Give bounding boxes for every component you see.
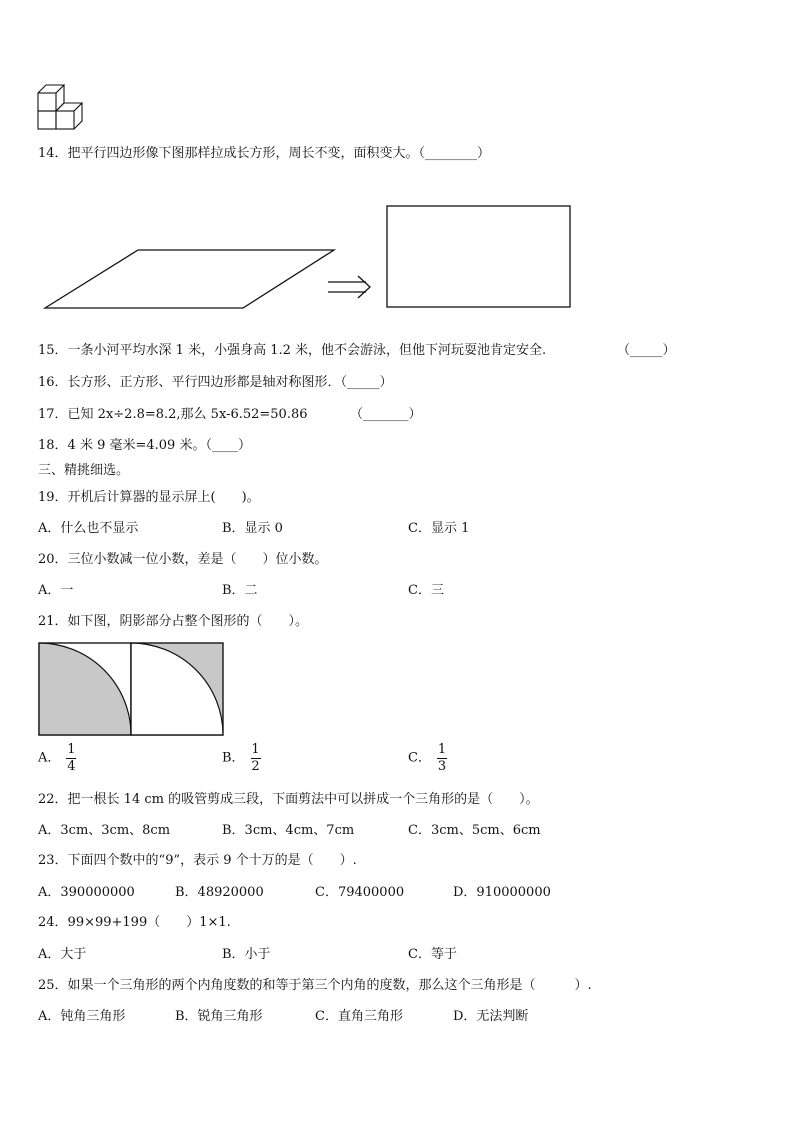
question-15: 15．一条小河平均水深 1 米，小强身高 1.2 米，他不会游泳，但他下河玩耍池肯定安全. — [38, 343, 547, 358]
option-label: B． — [222, 750, 245, 766]
fraction — [251, 743, 261, 774]
option-b[interactable]: B．显示 0 — [222, 521, 283, 536]
option-a[interactable]: A．什么也不显示 — [38, 521, 139, 536]
option-b[interactable]: B．48920000 — [175, 885, 264, 900]
option-c[interactable]: C．等于 — [408, 947, 457, 962]
question-23: 23．下面四个数中的“9”，表示 9 个十万的是（ ）. — [38, 853, 357, 868]
section-heading: 三、精挑细选。 — [38, 463, 130, 478]
question-22: 22．把一根长 14 cm 的吸管剪成三段，下面剪法中可以拼成一个三角形的是（ ）。 — [38, 792, 539, 807]
question-16: 16．长方形、正方形、平行四边形都是轴对称图形．（_____） — [38, 375, 393, 390]
option-d[interactable]: D．910000000 — [453, 885, 551, 900]
question-21: 21．如下图，阴影部分占整个图形的（ ）。 — [38, 614, 309, 629]
question-18: 18．4 米 9 毫米=4.09 米。（____） — [38, 438, 251, 453]
parallelogram-to-rectangle-figure — [40, 200, 580, 312]
option-c[interactable]: C．3cm、5cm、6cm — [408, 823, 541, 838]
option-c[interactable]: C．直角三角形 — [315, 1009, 403, 1024]
shaded-quarter-circles-figure — [38, 642, 226, 737]
option-c[interactable]: C．显示 1 — [408, 521, 470, 536]
question-17: 17．已知 2x÷2.8=8.2,那么 5x-6.52=50.86 — [38, 407, 308, 422]
cube-stack-figure — [36, 82, 88, 132]
question-15-answer-blank[interactable]: （_____） — [617, 343, 676, 358]
option-a[interactable]: A．390000000 — [38, 885, 135, 900]
option-label: C． — [408, 750, 431, 766]
denominator: 2 — [251, 759, 260, 774]
option-label: A． — [38, 750, 61, 766]
question-14: 14．把平行四边形像下图那样拉成长方形，周长不变，面积变大。（________） — [38, 146, 491, 161]
fraction — [437, 743, 447, 774]
option-b[interactable]: B．二 — [222, 583, 258, 598]
question-24: 24．99×99+199（ ）1×1. — [38, 915, 231, 930]
option-d[interactable]: D．无法判断 — [453, 1009, 529, 1024]
option-b[interactable]: B．小于 — [222, 947, 271, 962]
option-c[interactable]: C．三 — [408, 583, 444, 598]
numerator: 1 — [67, 742, 76, 757]
option-b[interactable] — [222, 743, 261, 774]
option-a[interactable]: A．大于 — [38, 947, 87, 962]
question-19: 19．开机后计算器的显示屏上( )。 — [38, 490, 260, 505]
option-a[interactable]: A．3cm、3cm、8cm — [38, 823, 171, 838]
numerator: 1 — [437, 742, 447, 757]
fraction — [66, 743, 76, 774]
denominator: 3 — [437, 759, 447, 774]
option-a[interactable] — [38, 743, 76, 774]
denominator: 4 — [67, 759, 76, 774]
option-b[interactable]: B．3cm、4cm、7cm — [222, 823, 355, 838]
numerator: 1 — [251, 742, 260, 757]
question-20: 20．三位小数减一位小数，差是（ ）位小数。 — [38, 552, 328, 567]
option-a[interactable]: A．一 — [38, 583, 74, 598]
question-17-answer-blank[interactable]: （_______） — [350, 407, 422, 422]
option-b[interactable]: B．锐角三角形 — [175, 1009, 263, 1024]
option-a[interactable]: A．钝角三角形 — [38, 1009, 126, 1024]
option-c[interactable] — [408, 743, 447, 774]
option-c[interactable]: C．79400000 — [315, 885, 405, 900]
question-25: 25．如果一个三角形的两个内角度数的和等于第三个内角的度数，那么这个三角形是（ ）. — [38, 978, 592, 993]
